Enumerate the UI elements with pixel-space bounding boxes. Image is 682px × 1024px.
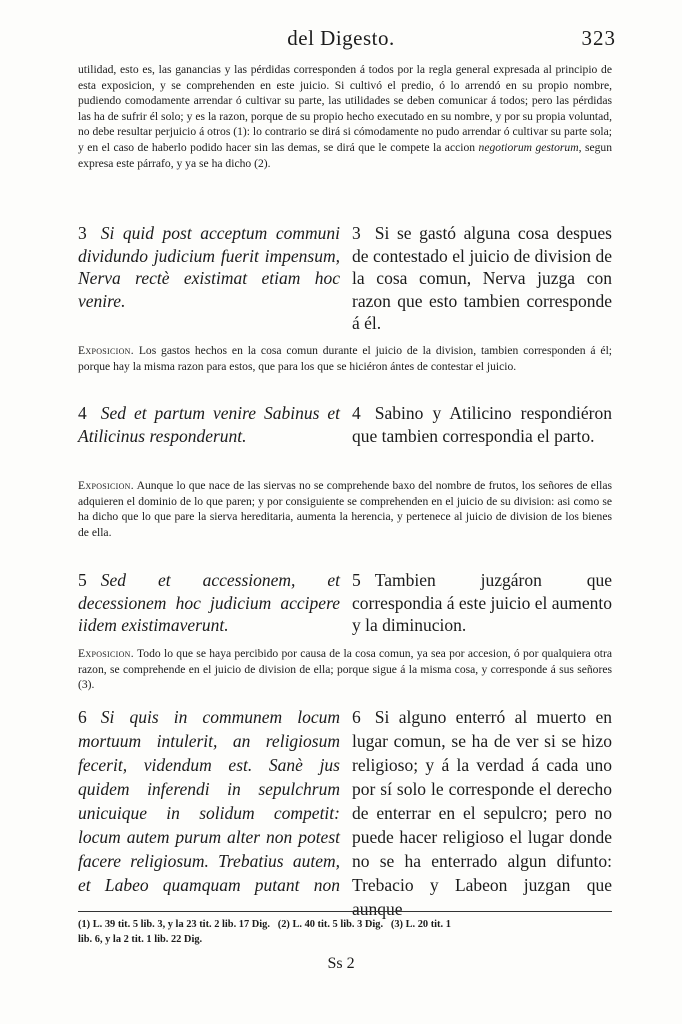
running-title: del Digesto.	[287, 26, 395, 50]
latin-text-5	[78, 569, 340, 637]
latin-body: Si quis in communem locum mortuum intulerit, an religiosum fecerit, videndum est. Sanè jus quidem inferendi in sepulchrum unicuique in solidum competit: locum autem purum alter non potest facere religiosum. Trebatius autem, et Labeo quamquam putant non	[78, 707, 340, 895]
exposicion-label: Exposicion.	[78, 479, 134, 492]
spanish-text-5	[352, 569, 612, 637]
signature-mark: Ss 2	[327, 955, 355, 972]
section-3	[78, 222, 612, 335]
exposicion-label: Exposicion.	[78, 344, 134, 357]
footnote-line-1: (1) L. 39 tit. 5 lib. 3, y la 23 tit. 2 lib. 17 Dig. (2) L. 40 tit. 5 lib. 3 Dig. (3) L. 20 tit. 1	[78, 919, 451, 930]
latin-body: Sed et accessionem, et decessionem hoc judicium accipere iidem existimaverunt.	[78, 570, 340, 635]
exposicion-3	[78, 343, 612, 374]
section-number: 5	[78, 570, 87, 590]
section-number: 3	[352, 223, 361, 243]
intro-tail: , segun expresa este párrafo, y ya se ha dicho (2).	[78, 140, 613, 170]
latin-body: Sed et partum venire Sabinus et Atilicinus responderunt.	[78, 403, 340, 446]
latin-text-4	[78, 402, 340, 447]
running-head	[0, 26, 682, 52]
latin-body: Si quid post acceptum communi dividundo judicium fuerit impensum, Nerva rectè existimat etiam hoc venire.	[78, 223, 340, 311]
section-number: 4	[78, 403, 87, 423]
section-number: 3	[78, 223, 87, 243]
latin-text-3	[78, 222, 340, 335]
spanish-body: Sabino y Atilicino respondiéron que tambien correspondia el parto.	[352, 403, 612, 446]
spanish-body: Si se gastó alguna cosa despues de contestado el juicio de division de la cosa comun, Nerva juzga con razon que esto tambien corresponde á él.	[352, 223, 612, 333]
spanish-body: Si alguno enterró al muerto en lugar comun, se ha de ver si se hizo religioso; y á la verdad á cada uno por sí solo le corresponde el derecho de enterrar en el sepulcro; pero no puede hacer religioso el lugar donde no se ha enterrado algun difunto: Trebacio y Labeon juzgan que aunque	[352, 707, 612, 919]
footnote-rule	[78, 911, 612, 912]
spanish-text-3	[352, 222, 612, 335]
section-number: 6	[78, 707, 87, 727]
latin-text-6	[78, 705, 340, 921]
section-5	[78, 569, 612, 637]
exposicion-text: Aunque lo que nace de las siervas no se comprehende baxo del nombre de frutos, los señores de ellas adquieren el dominio de lo que paren; y por consiguiente se comprehenden en el juicio de su division: asi como se ha dicho que lo que pare la sierva hereditaria, aumenta la herencia, y pertenece al juicio de division de los bienes de ella.	[78, 479, 613, 539]
section-number: 6	[352, 707, 361, 727]
spanish-text-6	[352, 705, 612, 921]
intro-italic-term: negotiorum gestorum	[478, 140, 579, 154]
spanish-body: Tambien juzgáron que correspondia á este juicio el aumento y la diminucion.	[352, 570, 612, 635]
exposicion-label: Exposicion.	[78, 647, 134, 660]
exposicion-5	[78, 646, 612, 693]
intro-paragraph	[78, 62, 612, 171]
exposicion-text: Todo lo que se haya percibido por causa de la cosa comun, ya sea por accesion, ó por qualquiera otra razon, se comprehende en el juicio de division de ella; porque sigue á la misma cosa, y corresponde á sus señores (3).	[78, 647, 612, 692]
exposicion-4	[78, 478, 612, 540]
section-number: 4	[352, 403, 361, 423]
section-4	[78, 402, 612, 447]
page-number: 323	[581, 26, 616, 50]
section-6	[78, 705, 612, 921]
intro-text: utilidad, esto es, las ganancias y las pérdidas corresponden á todos por la regla general expresada al principio de esta exposicion, y se comprehenden en este juicio. Si cultivó el predio, ó lo arrendó en su propio nombre, pudiendo comodamente arrendar ó cultivar su parte, las utilidades se deben comunicar á todos; pero las pérdidas las ha de sufrir él solo; y es la razon, porque de su propio hecho executado en su nombre, y por su propia voluntad, no debe resultar perjuicio á otros (1): lo contrario se dirá si cómodamente no pudo arrendar ó cultivar su parte sola; y en el caso de haberlo podido hacer sin las demas, se dirá que le compete la accion	[78, 63, 612, 154]
footnote-line-2: lib. 6, y la 2 tit. 1 lib. 22 Dig.	[78, 934, 203, 945]
footnotes	[78, 917, 612, 947]
spanish-text-4	[352, 402, 612, 447]
section-number: 5	[352, 570, 361, 590]
exposicion-text: Los gastos hechos en la cosa comun durante el juicio de la division, tambien corresponden á él; porque hay la misma razon para estos, que para los que se hiciéron ántes de contestar el juicio.	[78, 344, 613, 373]
